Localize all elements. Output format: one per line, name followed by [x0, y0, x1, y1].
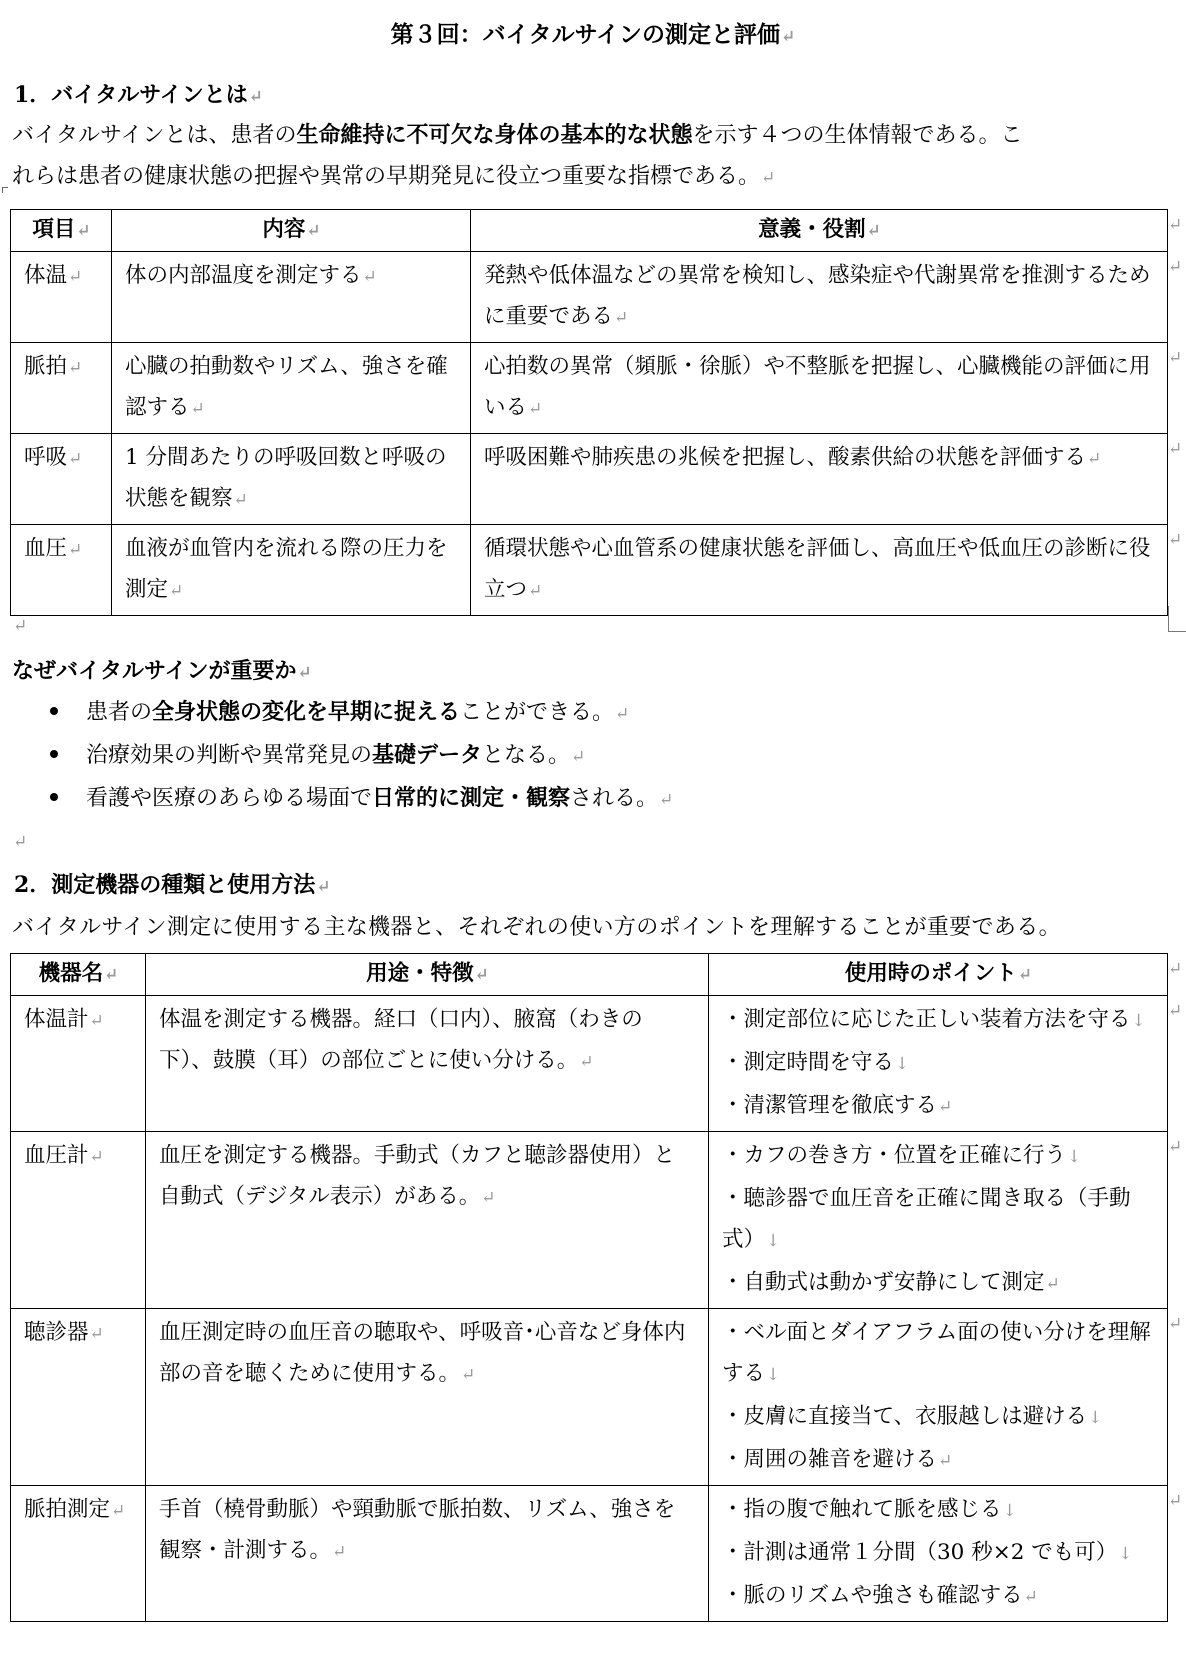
- page-title: 第３回：バイタルサインの測定と評価↵: [390, 21, 796, 48]
- section1-intro-line1: バイタルサインとは、患者の生命維持に不可欠な身体の基本的な状態を示す４つの生体情報である。こ: [12, 122, 1023, 148]
- devices-table: [10, 953, 1168, 1622]
- device-name-cell: 聴診器↵: [11, 1309, 146, 1486]
- column-header: 意義・役割↵: [471, 210, 1168, 252]
- table-cell: 体の内部温度を測定する↵: [112, 252, 471, 343]
- row-end-mark: ↵: [1168, 215, 1183, 235]
- list-item: 患者の全身状態の変化を早期に捉えることができる。↵: [50, 697, 629, 729]
- device-name-cell: 血圧計↵: [11, 1132, 146, 1309]
- list-item: 看護や医療のあらゆる場面で日常的に測定・観察される。↵: [50, 783, 673, 815]
- table-row: [11, 434, 1168, 525]
- table-end-marker: [1168, 606, 1186, 632]
- point-item: ・計測は通常１分間（30 秒×2 でも可）↓: [722, 1540, 1133, 1565]
- point-item: ・測定時間を守る↓: [722, 1050, 910, 1075]
- list-item: 治療効果の判断や異常発見の基礎データとなる。↵: [50, 740, 585, 772]
- why-heading: なぜバイタルサインが重要か↵: [12, 658, 312, 684]
- device-use-cell: 体温を測定する機器。経口（口内）、腋窩（わきの下）、鼓膜（耳）の部位ごとに使い分ける。↵: [146, 996, 709, 1132]
- device-name-cell: 脈拍測定↵: [11, 1486, 146, 1622]
- point-item: ・自動式は動かず安静にして測定↵: [722, 1270, 1060, 1295]
- table-row: [11, 525, 1168, 616]
- point-item: ・周囲の雑音を避ける↵: [722, 1447, 953, 1472]
- point-item: ・指の腹で触れて脈を感じる↓: [722, 1497, 1017, 1522]
- row-end-mark: ↵: [1168, 257, 1183, 277]
- device-points-cell: [709, 1132, 1168, 1309]
- section2-intro: バイタルサイン測定に使用する主な機器と、それぞれの使い方のポイントを理解することが重要である。: [12, 915, 1061, 940]
- table-cell: 脈拍↵: [11, 343, 112, 434]
- table-row: [11, 343, 1168, 434]
- bullet-icon: [50, 793, 58, 801]
- table-cell: 循環状態や心血管系の健康状態を評価し、高血圧や低血圧の診断に役立つ↵: [471, 525, 1168, 616]
- section2-heading: 2．測定機器の種類と使用方法↵: [14, 872, 331, 898]
- column-header: 項目↵: [11, 210, 112, 252]
- table-cell: 呼吸困難や肺疾患の兆候を把握し、酸素供給の状態を評価する↵: [471, 434, 1168, 525]
- row-end-mark: ↵: [1168, 348, 1183, 368]
- row-end-mark: ↵: [1168, 1491, 1183, 1511]
- row-end-mark: ↵: [1168, 1314, 1183, 1334]
- bullet-icon: [50, 707, 58, 715]
- device-use-cell: 血圧を測定する機器。手動式（カフと聴診器使用）と自動式（デジタル表示）がある。↵: [146, 1132, 709, 1309]
- row-end-mark: ↵: [1168, 530, 1183, 550]
- column-header: 用途・特徴↵: [146, 954, 709, 996]
- device-points-cell: [709, 1309, 1168, 1486]
- row-end-mark: ↵: [1168, 439, 1183, 459]
- row-end-mark: ↵: [1168, 1001, 1183, 1021]
- point-item: ・ベル面とダイアフラム面の使い分けを理解する↓: [722, 1320, 1151, 1386]
- table-cell: 発熱や低体温などの異常を検知し、感染症や代謝異常を推測するために重要である↵: [471, 252, 1168, 343]
- table-cell: 1 分間あたりの呼吸回数と呼吸の状態を観察↵: [112, 434, 471, 525]
- point-item: ・清潔管理を徹底する↵: [722, 1093, 953, 1118]
- device-points-cell: [709, 1486, 1168, 1622]
- point-item: ・測定部位に応じた正しい装着方法を守る↓: [722, 1007, 1146, 1032]
- table-row: [11, 1486, 1168, 1622]
- table-cell: 血圧↵: [11, 525, 112, 616]
- table-cell: 心臓の拍動数やリズム、強さを確認する↵: [112, 343, 471, 434]
- table-cell: 血液が血管内を流れる際の圧力を測定↵: [112, 525, 471, 616]
- device-points-cell: [709, 996, 1168, 1132]
- device-name-cell: 体温計↵: [11, 996, 146, 1132]
- column-header: 内容↵: [112, 210, 471, 252]
- point-item: ・皮膚に直接当て、衣服越しは避ける↓: [722, 1404, 1103, 1429]
- vital-signs-table: [10, 209, 1168, 616]
- table-row: [11, 1132, 1168, 1309]
- table-cell: 呼吸↵: [11, 434, 112, 525]
- table-row: [11, 252, 1168, 343]
- section1-heading: 1．バイタルサインとは↵: [14, 82, 264, 108]
- row-end-mark: ↵: [1168, 959, 1183, 979]
- table-cell: 心拍数の異常（頻脈・徐脈）や不整脈を把握し、心臓機能の評価に用いる↵: [471, 343, 1168, 434]
- table-row: [11, 1309, 1168, 1486]
- section1-intro-line2: れらは患者の健康状態の把握や異常の早期発見に役立つ重要な指標である。↵: [12, 164, 776, 189]
- row-end-mark: ↵: [1168, 1137, 1183, 1157]
- empty-paragraph: ↵: [13, 616, 28, 636]
- table-cell: 体温↵: [11, 252, 112, 343]
- point-item: ・聴診器で血圧音を正確に聞き取る（手動式）↓: [722, 1186, 1131, 1252]
- device-use-cell: 手首（橈骨動脈）や頸動脈で脈拍数、リズム、強さを観察・計測する。↵: [146, 1486, 709, 1622]
- bullet-icon: [50, 750, 58, 758]
- column-header: 機器名↵: [11, 954, 146, 996]
- table-row: [11, 996, 1168, 1132]
- column-header: 使用時のポイント↵: [709, 954, 1168, 996]
- empty-paragraph: ↵: [13, 832, 28, 852]
- device-use-cell: 血圧測定時の血圧音の聴取や、呼吸音･心音など身体内部の音を聴くために使用する。↵: [146, 1309, 709, 1486]
- anchor-icon: [2, 187, 8, 193]
- point-item: ・カフの巻き方・位置を正確に行う↓: [722, 1143, 1082, 1168]
- point-item: ・脈のリズムや強さも確認する↵: [722, 1583, 1038, 1608]
